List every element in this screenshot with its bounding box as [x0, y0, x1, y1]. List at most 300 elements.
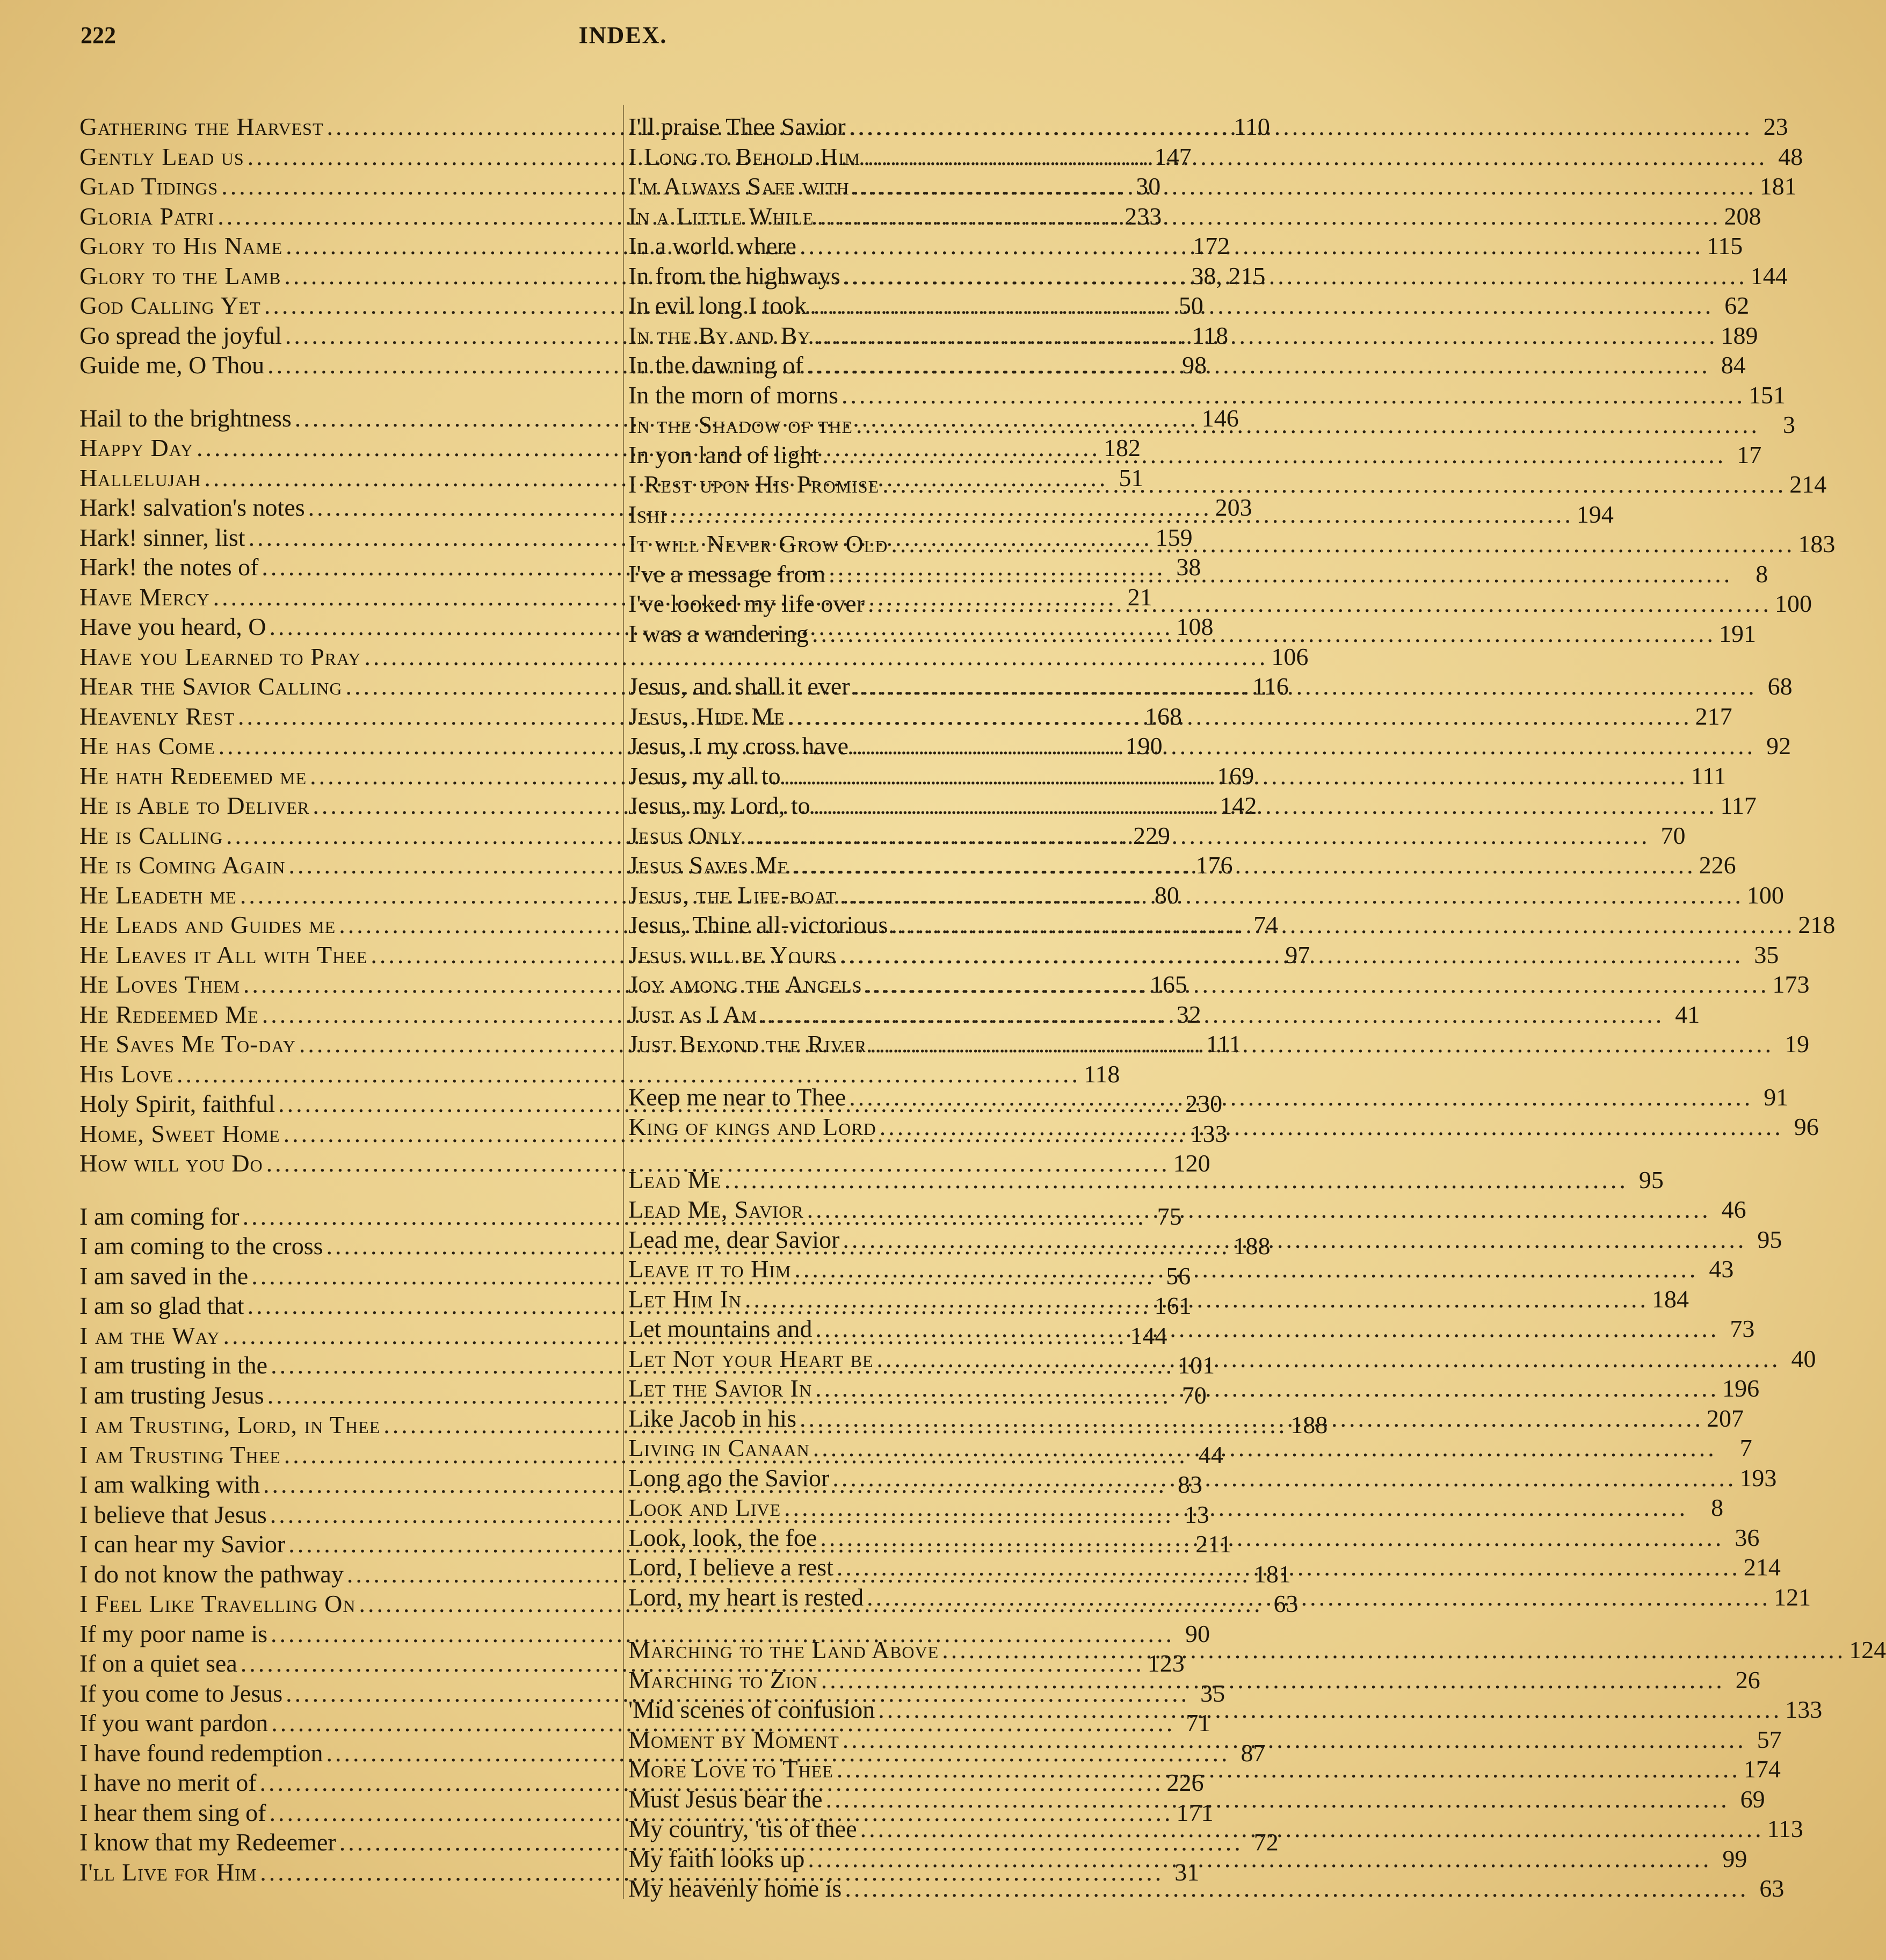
entry-page-number: 159	[1155, 523, 1193, 551]
dot-leader	[843, 1225, 1746, 1255]
entry-title: Guide me, O Thou	[79, 351, 265, 379]
entry-title: I'll Live for Him	[79, 1858, 257, 1886]
entry-page-number: 100	[1746, 881, 1784, 909]
entry-title: Just as I Am	[628, 1000, 758, 1028]
entry-title: I am trusting Jesus	[79, 1381, 264, 1409]
dot-leader	[845, 1874, 1749, 1904]
entry-title: Have you Learned to Pray	[79, 642, 361, 670]
entry-page-number: 63	[1759, 1875, 1785, 1902]
entry-page-number: 72	[1253, 1828, 1279, 1856]
entry-title: In the Shadow of the	[628, 411, 853, 438]
entry-page-number: 214	[1789, 471, 1827, 498]
entry-page-number: 144	[1130, 1321, 1167, 1349]
entry-page-number: 8	[1756, 560, 1768, 588]
dot-leader	[870, 1029, 1774, 1059]
entry-title: I am Trusting, Lord, in Thee	[79, 1411, 381, 1438]
entry-page-number: 56	[1166, 1262, 1191, 1290]
dot-leader	[837, 1552, 1740, 1582]
page-header	[81, 21, 1165, 59]
entry-page-number: 7	[1739, 1434, 1752, 1462]
entry-page-number: 40	[1791, 1344, 1816, 1372]
entry-title: I can hear my Savior	[79, 1530, 286, 1558]
entry-title: Hear the Savior Calling	[79, 672, 343, 700]
dot-leader	[852, 731, 1756, 761]
entry-page-number: 196	[1722, 1375, 1760, 1402]
entry-title: I was a wandering	[628, 619, 809, 647]
entry-title: Lead Me, Savior	[628, 1196, 804, 1223]
dot-leader	[826, 1784, 1730, 1814]
entry-title: He has Come	[79, 732, 215, 760]
entry-title: I am walking with	[79, 1471, 260, 1498]
dot-leader	[882, 469, 1786, 500]
dot-leader	[843, 1725, 1746, 1755]
entry-page-number: 194	[1576, 500, 1614, 528]
entry-page-number: 99	[1722, 1845, 1747, 1872]
entry-title: Happy Day	[79, 434, 194, 461]
entry-page-number: 176	[1195, 851, 1233, 879]
entry-page-number: 92	[1766, 732, 1791, 760]
entry-page-number: 80	[1154, 881, 1179, 909]
entry-page-number: 111	[1206, 1030, 1242, 1058]
entry-title: 'Mid scenes of confusion	[628, 1696, 875, 1723]
entry-title: Moment by Moment	[628, 1725, 839, 1753]
dot-leader	[856, 410, 1760, 440]
entry-title: He is Coming Again	[79, 851, 286, 879]
entry-title: He Leaves it All with Thee	[79, 941, 368, 968]
entry-page-number: 172	[1193, 232, 1230, 259]
entry-page-number: 95	[1757, 1225, 1782, 1253]
entry-title: Glory to the Lamb	[79, 262, 281, 290]
entry-title: I'll praise Thee Savior	[628, 113, 846, 140]
entry-title: Gently Lead us	[79, 142, 244, 170]
dot-leader	[891, 910, 1795, 940]
dot-leader	[876, 1344, 1780, 1374]
entry-page-number: 218	[1798, 911, 1836, 938]
index-entry	[79, 642, 1309, 672]
entry-page-number: 111	[1691, 762, 1727, 790]
dot-leader	[784, 761, 1688, 791]
entry-title: Glory to His Name	[79, 232, 283, 259]
entry-page-number: 32	[1176, 1000, 1201, 1028]
entry-page-number: 100	[1775, 590, 1812, 617]
entry-title: Hark! the notes of	[79, 553, 259, 581]
index-entry	[628, 469, 1827, 500]
entry-title: Hark! sinner, list	[79, 523, 245, 551]
entry-page-number: 193	[1739, 1464, 1777, 1492]
entry-page-number: 91	[1764, 1083, 1789, 1111]
dot-leader	[864, 142, 1767, 172]
dot-leader	[812, 619, 1716, 649]
entry-page-number: 71	[1186, 1709, 1211, 1737]
entry-page-number: 57	[1757, 1725, 1782, 1753]
entry-title: Let the Savior In	[628, 1375, 813, 1402]
entry-title: I Long to Behold Him	[628, 142, 861, 170]
entry-page-number: 226	[1166, 1769, 1204, 1796]
entry-page-number: 115	[1706, 232, 1743, 259]
entry-title: Jesus, Thine all-victorious	[628, 911, 888, 938]
entry-page-number: 106	[1271, 642, 1309, 670]
entry-title: He Redeemed Me	[79, 1000, 259, 1028]
entry-title: I am the Way	[79, 1321, 220, 1349]
entry-title: If you want pardon	[79, 1709, 269, 1737]
entry-title: In the dawning of	[628, 351, 803, 379]
entry-page-number: 41	[1675, 1000, 1700, 1028]
entry-page-number: 96	[1794, 1113, 1819, 1140]
dot-leader	[891, 529, 1795, 559]
entry-page-number: 83	[1178, 1471, 1202, 1498]
entry-title: Ishi	[628, 500, 666, 528]
entry-page-number: 226	[1699, 851, 1736, 879]
entry-title: Marching to Zion	[628, 1666, 818, 1694]
entry-page-number: 144	[1750, 262, 1788, 290]
index-entry	[79, 1059, 1120, 1089]
dot-leader	[810, 291, 1714, 321]
entry-page-number: 35	[1200, 1679, 1225, 1707]
entry-title: I am coming to the cross	[79, 1232, 323, 1260]
entry-page-number: 116	[1252, 672, 1289, 700]
entry-title: Long ago the Savior	[628, 1464, 830, 1492]
entry-title: Like Jacob in his	[628, 1404, 796, 1432]
index-entry	[628, 201, 1761, 232]
entry-title: In the morn of morns	[628, 381, 838, 409]
entry-title: Heavenly Rest	[79, 702, 235, 730]
page-number: 222	[81, 22, 116, 48]
entry-title: Let mountains and	[628, 1315, 813, 1342]
entry-title: I am Trusting Thee	[79, 1441, 281, 1469]
entry-title: I am saved in the	[79, 1262, 249, 1290]
dot-leader	[942, 1635, 1846, 1665]
entry-title: I am trusting in the	[79, 1351, 268, 1379]
dot-leader	[724, 1165, 1628, 1195]
entry-page-number: 19	[1785, 1030, 1810, 1058]
entry-page-number: 50	[1178, 292, 1203, 319]
entry-page-number: 87	[1241, 1739, 1266, 1767]
entry-title: I Rest upon His Promise	[628, 471, 880, 498]
entry-page-number: 169	[1217, 762, 1254, 790]
entry-page-number: 48	[1778, 142, 1803, 170]
dot-leader	[853, 171, 1757, 201]
dot-leader	[821, 1665, 1725, 1695]
entry-title: He Leadeth me	[79, 881, 237, 909]
page-title: INDEX.	[578, 22, 668, 48]
entry-page-number: 203	[1215, 494, 1252, 521]
dot-leader	[814, 321, 1718, 351]
entry-page-number: 38, 215	[1191, 262, 1266, 290]
entry-page-number: 191	[1718, 619, 1756, 647]
entry-title: I have found redemption	[79, 1739, 323, 1767]
entry-title: Look and Live	[628, 1494, 781, 1521]
entry-title: He is Calling	[79, 821, 223, 849]
dot-leader	[866, 970, 1769, 1000]
dot-leader	[800, 1404, 1703, 1434]
entry-title: Jesus Saves Me	[628, 851, 789, 879]
entry-title: Just Beyond the River	[628, 1030, 867, 1058]
entry-page-number: 31	[1174, 1858, 1200, 1886]
entry-page-number: 21	[1127, 583, 1152, 611]
entry-title: He Leads and Guides me	[79, 911, 336, 938]
entry-title: In the By and By	[628, 321, 811, 349]
entry-page-number: 189	[1721, 321, 1758, 349]
entry-page-number: 63	[1273, 1590, 1299, 1617]
entry-title: God Calling Yet	[79, 292, 261, 319]
entry-title: Holy Spirit, faithful	[79, 1090, 275, 1117]
entry-page-number: 118	[1084, 1060, 1120, 1088]
dot-leader	[822, 440, 1726, 470]
dot-leader	[849, 112, 1753, 142]
entry-page-number: 123	[1147, 1650, 1185, 1677]
entry-title: I am coming for	[79, 1202, 240, 1230]
entry-page-number: 165	[1150, 971, 1187, 998]
dot-leader	[878, 1695, 1782, 1725]
entry-title: If my poor name is	[79, 1619, 268, 1647]
entry-page-number: 217	[1695, 702, 1732, 730]
entry-page-number: 68	[1767, 672, 1793, 700]
dot-leader	[792, 850, 1696, 880]
entry-page-number: 74	[1253, 911, 1279, 938]
dot-leader	[880, 1112, 1783, 1142]
dot-leader	[794, 1254, 1698, 1284]
entry-title: Jesus Only	[628, 821, 743, 849]
entry-page-number: 3	[1782, 411, 1795, 438]
index-entry	[628, 440, 1762, 470]
entry-page-number: 174	[1743, 1755, 1781, 1783]
index-entry	[79, 1619, 1210, 1649]
index-entry	[628, 380, 1786, 410]
dot-leader	[832, 1463, 1736, 1493]
entry-title: Must Jesus bear the	[628, 1785, 823, 1813]
entry-page-number: 8	[1711, 1494, 1724, 1521]
entry-page-number: 181	[1253, 1560, 1291, 1588]
entry-page-number: 214	[1743, 1553, 1781, 1581]
entry-page-number: 35	[1754, 941, 1779, 968]
entry-page-number: 13	[1184, 1500, 1209, 1528]
entry-title: I believe that Jesus	[79, 1500, 267, 1528]
entry-page-number: 121	[1774, 1583, 1811, 1611]
entry-title: Marching to the Land Above	[628, 1636, 939, 1664]
entry-page-number: 44	[1198, 1441, 1223, 1469]
index-entry	[628, 171, 1797, 201]
entry-page-number: 70	[1181, 1381, 1207, 1409]
entry-page-number: 84	[1721, 351, 1746, 379]
entry-title: Glad Tidings	[79, 172, 219, 200]
dot-leader	[746, 821, 1650, 851]
entry-page-number: 184	[1651, 1285, 1689, 1313]
entry-title: Gathering the Harvest	[79, 113, 324, 140]
entry-title: Jesus, I my cross have	[628, 732, 849, 760]
entry-page-number: 188	[1233, 1232, 1271, 1260]
entry-page-number: 171	[1176, 1798, 1214, 1826]
entry-page-number: 173	[1772, 971, 1810, 998]
dot-leader	[840, 880, 1744, 910]
entry-page-number: 181	[1759, 172, 1797, 200]
index-entry	[628, 589, 1812, 619]
entry-page-number: 147	[1154, 142, 1192, 170]
entry-page-number: 161	[1154, 1292, 1192, 1319]
entry-title: I hear them sing of	[79, 1798, 266, 1826]
dot-leader	[807, 1195, 1711, 1225]
entry-title: Jesus, my all to	[628, 762, 781, 790]
entry-title: If you come to Jesus	[79, 1679, 283, 1707]
dot-leader	[814, 791, 1717, 821]
entry-title: I've a message from	[628, 560, 826, 588]
entry-title: Have you heard, O	[79, 613, 266, 640]
entry-page-number: 113	[1767, 1815, 1803, 1842]
dot-leader	[815, 1314, 1719, 1344]
dot-leader	[868, 589, 1772, 619]
entry-page-number: 183	[1798, 530, 1836, 558]
entry-page-number: 110	[1234, 113, 1270, 140]
dot-leader	[829, 559, 1732, 589]
dot-leader	[788, 701, 1692, 732]
entry-title: His Love	[79, 1060, 174, 1088]
entry-title: I have no merit of	[79, 1769, 257, 1796]
entry-page-number: 118	[1192, 321, 1229, 349]
entry-title: Gloria Patri	[79, 202, 215, 230]
entry-page-number: 95	[1638, 1166, 1664, 1194]
entry-title: If on a quiet sea	[79, 1650, 237, 1677]
entry-title: In evil long I took	[628, 292, 807, 319]
dot-leader	[849, 1082, 1753, 1112]
entry-page-number: 75	[1157, 1202, 1182, 1230]
dot-leader	[784, 1493, 1688, 1523]
entry-title: Look, look, the foe	[628, 1523, 817, 1551]
entry-page-number: 168	[1145, 702, 1183, 730]
dot-leader	[853, 671, 1757, 701]
entry-page-number: 90	[1185, 1619, 1210, 1647]
entry-title: My heavenly home is	[628, 1875, 842, 1902]
entry-page-number: 69	[1740, 1785, 1765, 1813]
entry-page-number: 38	[1176, 553, 1201, 581]
entry-page-number: 182	[1104, 434, 1141, 461]
dot-leader	[808, 1844, 1711, 1874]
entry-title: My country, 'tis of thee	[628, 1815, 857, 1842]
entry-page-number: 46	[1721, 1196, 1746, 1223]
index-entry	[628, 1314, 1755, 1344]
entry-title: My faith looks up	[628, 1845, 805, 1872]
dot-leader	[837, 1754, 1740, 1784]
index-entry	[79, 1148, 1210, 1178]
entry-title: He is Able to Deliver	[79, 792, 310, 819]
entry-page-number: 23	[1763, 113, 1788, 140]
entry-title: Let Not your Heart be	[628, 1344, 874, 1372]
entry-title: Jesus, the Life-boat	[628, 881, 837, 909]
entry-page-number: 208	[1724, 202, 1761, 230]
entry-title: Hallelujah	[79, 464, 201, 491]
entry-title: Hail to the brightness	[79, 404, 292, 432]
entry-title: Hark! salvation's notes	[79, 494, 305, 521]
index-entry	[628, 821, 1686, 851]
entry-title: I Feel Like Travelling On	[79, 1590, 356, 1617]
entry-title: Jesus will be Yours	[628, 941, 837, 968]
entry-title: In yon land of light	[628, 440, 819, 468]
entry-title: Leave it to Him	[628, 1255, 792, 1283]
dot-leader	[839, 940, 1743, 970]
entry-page-number: 142	[1220, 792, 1257, 819]
dot-leader	[807, 350, 1710, 380]
entry-title: I do not know the pathway	[79, 1560, 344, 1588]
entry-title: In from the highways	[628, 262, 840, 290]
entry-page-number: 36	[1735, 1523, 1760, 1551]
entry-page-number: 51	[1119, 464, 1144, 491]
entry-page-number: 62	[1724, 292, 1750, 319]
entry-page-number: 133	[1190, 1119, 1228, 1147]
entry-page-number: 133	[1785, 1696, 1823, 1723]
entry-page-number: 146	[1201, 404, 1239, 432]
dot-leader	[820, 1523, 1724, 1553]
entry-title: Lord, my heart is rested	[628, 1583, 864, 1611]
entry-page-number: 26	[1735, 1666, 1760, 1694]
entry-page-number: 98	[1182, 351, 1207, 379]
entry-page-number: 211	[1195, 1530, 1232, 1558]
entry-title: Lord, I believe a rest	[628, 1553, 833, 1581]
entry-page-number: 30	[1136, 172, 1161, 200]
dot-leader	[860, 1814, 1764, 1844]
entry-title: He Loves Them	[79, 971, 240, 998]
entry-page-number: 97	[1285, 941, 1310, 968]
entry-title: In a Little While	[628, 202, 814, 230]
dot-leader	[813, 1433, 1717, 1463]
entry-page-number: 188	[1290, 1411, 1328, 1438]
dot-leader	[844, 261, 1747, 291]
entry-page-number: 120	[1173, 1149, 1210, 1177]
entry-title: More Love to Thee	[628, 1755, 833, 1783]
dot-leader	[670, 500, 1573, 530]
entry-page-number: 117	[1720, 792, 1757, 819]
entry-title: He Saves Me To-day	[79, 1030, 296, 1058]
entry-title: I am so glad that	[79, 1292, 244, 1319]
entry-page-number: 43	[1709, 1255, 1734, 1283]
entry-title: Jesus, my Lord, to	[628, 792, 810, 819]
entry-title: Jesus, and shall it ever	[628, 672, 850, 700]
entry-page-number: 124	[1849, 1636, 1886, 1664]
entry-page-number: 233	[1125, 202, 1162, 230]
dot-leader	[867, 1582, 1771, 1612]
entry-page-number: 70	[1660, 821, 1686, 849]
entry-page-number: 207	[1707, 1404, 1744, 1432]
entry-title: Let Him In	[628, 1285, 742, 1313]
entry-page-number: 229	[1133, 821, 1170, 849]
entry-title: I'm Always Safe with	[628, 172, 850, 200]
index-entry	[628, 731, 1791, 761]
entry-page-number: 151	[1748, 381, 1786, 409]
entry-page-number: 230	[1185, 1090, 1223, 1117]
entry-title: Home, Sweet Home	[79, 1119, 280, 1147]
entry-title: Jesus, Hide Me	[628, 702, 785, 730]
dot-leader	[760, 1000, 1664, 1030]
dot-leader	[817, 201, 1721, 232]
entry-page-number: 17	[1737, 440, 1762, 468]
entry-page-number: 101	[1178, 1351, 1215, 1379]
entry-page-number: 73	[1730, 1315, 1755, 1342]
entry-title: In a world where	[628, 232, 796, 259]
entry-title: Living in Canaan	[628, 1434, 810, 1462]
entry-title: Lead me, dear Savior	[628, 1225, 840, 1253]
index-entry	[628, 1165, 1664, 1195]
entry-title: Joy among the Angels	[628, 971, 862, 998]
entry-page-number: 190	[1125, 732, 1163, 760]
index-entry	[628, 1874, 1785, 1904]
dot-leader	[745, 1284, 1649, 1314]
entry-title: He hath Redeemed me	[79, 762, 307, 790]
entry-title: It will Never Grow Old	[628, 530, 888, 558]
entry-title: Keep me near to Thee	[628, 1083, 846, 1111]
entry-title: Lead Me	[628, 1166, 721, 1194]
dot-leader	[815, 1373, 1719, 1404]
entry-title: How will you Do	[79, 1149, 263, 1177]
entry-title: I know that my Redeemer	[79, 1828, 336, 1856]
entry-title: Have Mercy	[79, 583, 210, 611]
entry-page-number: 108	[1176, 613, 1214, 640]
